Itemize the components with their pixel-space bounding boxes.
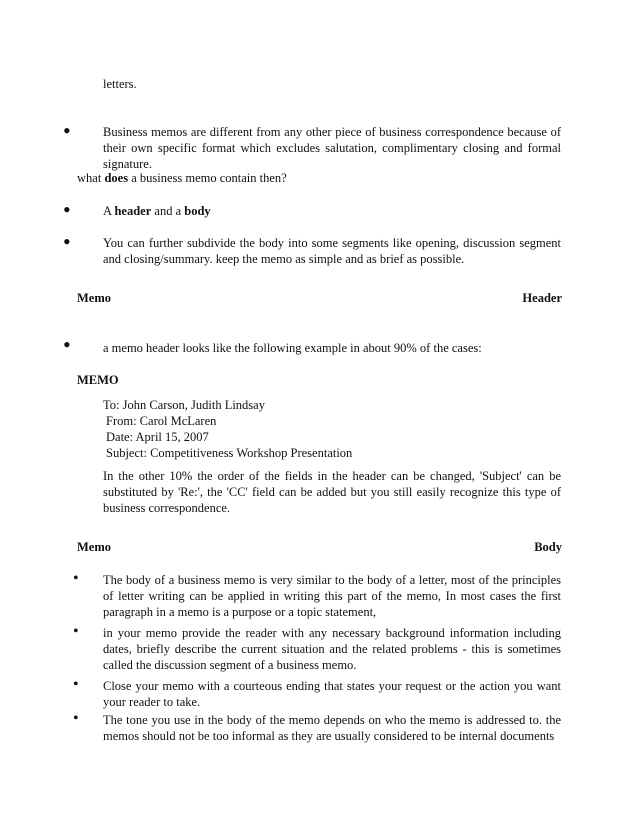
bullet-icon: • [73,623,79,640]
memo-field-from: From: Carol McLaren [106,414,217,428]
heading-right: Header [522,291,562,305]
memo-field-date: Date: April 15, 2007 [106,430,209,444]
question-pre: what [77,171,105,185]
paragraph-memo-header: a memo header looks like the following example in about 90% of the cases: [103,341,482,355]
paragraph-other-10-percent: In the other 10% the order of the fields in the header can be changed, 'Subject' can be substituted by 'Re:', the 'CC' field can be added but you still easily recognize this type of business correspondence. [103,469,561,515]
bullet-icon: • [63,197,71,222]
paragraph-subdivide: You can further subdivide the body into some segments like opening, discussion segment and closing/summary. keep the memo as simple and as brief as possible. [103,236,561,266]
text-header: header [114,204,152,218]
paragraph-business-memos: Business memos are different from any other piece of business correspondence because of their own specific format which excludes salutation, complimentary closing and formal signature. [103,125,561,171]
heading-left: Memo [77,540,112,554]
question-line [77,170,287,186]
memo-label: MEMO [77,373,119,387]
body-bullet-1: The body of a business memo is very similar to the body of a letter, most of the principles of letter writing can be applied in writing this part of the memo, In most cases the first paragraph in a memo is a purpose or a topic statement, [103,573,561,619]
bullet-icon: • [73,676,79,693]
memo-field-subject: Subject: Competitiveness Workshop Presentation [106,446,353,460]
body-bullet-3: Close your memo with a courteous ending that states your request or the action you want your reader to take. [103,679,561,709]
text-a: A [103,204,115,218]
heading-left: Memo [77,291,112,305]
bullet-icon: • [73,710,79,727]
memo-field-to: To: John Carson, Judith Lindsay [103,398,265,412]
bullet-icon: • [63,332,71,357]
question-post: a business memo contain then? [128,171,287,185]
text-and: and a [151,204,185,218]
text-body: body [184,204,211,218]
bullet-icon: • [63,229,71,254]
bullet-icon: • [73,570,79,587]
heading-right: Body [534,540,562,554]
continued-text: letters. [103,77,137,91]
question-bold: does [104,171,129,185]
body-bullet-2: in your memo provide the reader with any necessary background information including dates, briefly describe the current situation and the related problems - this is sometimes called the discussion segment of a business memo. [103,626,561,672]
bullet-icon: • [63,118,71,143]
paragraph-header-body [103,203,561,219]
body-bullet-4: The tone you use in the body of the memo depends on who the memo is addressed to. the memos should not be too informal as they are usually considered to be internal documents [103,713,561,743]
